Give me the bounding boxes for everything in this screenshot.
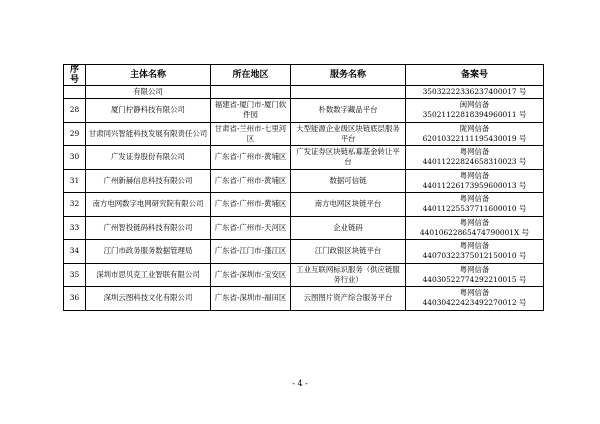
cell-no: [64, 193, 86, 217]
cell-record: [406, 146, 544, 170]
cell-record: [406, 240, 544, 264]
cell-name-text: 甘肃同兴智能科技发展有限责任公司: [88, 128, 208, 138]
cell-name: 有限公司: [86, 86, 211, 99]
cell-name: [86, 122, 211, 146]
table-row-continuation: [64, 86, 544, 99]
cell-no: [64, 216, 86, 240]
cell-no: [64, 263, 86, 287]
cell-service: [291, 287, 406, 311]
cell-service: [291, 122, 406, 146]
cell-name: [86, 216, 211, 240]
cell-location-text: 广东省-广州市-天河区: [214, 222, 287, 232]
cell-no-text: 35: [69, 269, 80, 279]
cell-location: [211, 86, 291, 99]
cell-location: [211, 99, 291, 123]
cell-no: [64, 169, 86, 193]
cell-service-text: 江门政银区块链平台: [314, 246, 382, 256]
record-authority: 粤网信备: [459, 217, 490, 227]
cell-name-text: 广州新赫信息科技有限公司: [103, 175, 193, 185]
cell-location: [211, 287, 291, 311]
cell-no-text: 29: [69, 128, 80, 138]
cell-name-text: 深圳云图科技文化有限公司: [103, 293, 193, 303]
cell-name: [86, 99, 211, 123]
table-row: [64, 287, 544, 311]
cell-location-text: 广东省-深圳市-福田区: [214, 293, 287, 303]
cell-service: [291, 86, 406, 99]
cell-name-text: 南方电网数字电网研究院有限公司: [92, 199, 204, 209]
cell-no: [64, 86, 86, 99]
cell-service-text: 南方电网区块链平台: [314, 199, 382, 209]
cell-location-text: 广东省-广州市-黄埔区: [214, 199, 287, 209]
cell-location: [211, 169, 291, 193]
record-number: 44011222824658310023 号: [422, 157, 527, 167]
cell-no: [64, 99, 86, 123]
cell-service: [291, 240, 406, 264]
cell-service-text: 云图图片资产综合服务平台: [303, 293, 393, 303]
header-no: 序号: [64, 65, 86, 86]
cell-no: [64, 240, 86, 264]
cell-service-text: 朴数数字藏品平台: [318, 105, 378, 115]
cell-no: [64, 146, 86, 170]
cell-service-text: 工业互联网标识服务（供应链服务行业）: [296, 264, 400, 284]
cell-service-text: 广发证券区块链私募基金转让平台: [296, 147, 400, 167]
cell-location: [211, 240, 291, 264]
cell-no-text: 28: [69, 105, 80, 115]
cell-name: [86, 146, 211, 170]
table-row: [64, 169, 544, 193]
table-row: [64, 122, 544, 146]
record-number: 44010622865474790001X 号: [419, 227, 530, 237]
header-service: 服务名称: [291, 65, 406, 86]
cell-location-text: 广东省-江门市-蓬江区: [214, 246, 287, 256]
cell-no-text: 31: [69, 175, 80, 185]
cell-record: [406, 122, 544, 146]
cell-location: [211, 263, 291, 287]
cell-location-text: 甘肃省-兰州市-七里河区: [214, 123, 287, 143]
table-row: [64, 263, 544, 287]
record-authority: 粤网信备: [459, 264, 490, 274]
table-row: [64, 240, 544, 264]
record-authority: 粤网信备: [459, 194, 490, 204]
cell-record: [406, 263, 544, 287]
cell-service: [291, 263, 406, 287]
table-header: [64, 65, 544, 86]
cell-location: [211, 216, 291, 240]
cell-name-text: 厦门柠静科技有限公司: [111, 105, 185, 115]
cell-service-text: 大型能源企业级区块链底层服务平台: [296, 123, 400, 143]
record-number: 62010322111195430019 号: [422, 133, 527, 143]
record-number: 35021122818394960011 号: [422, 110, 527, 120]
cell-service: [291, 146, 406, 170]
cell-service: [291, 169, 406, 193]
filing-table: [63, 64, 544, 311]
cell-service: [291, 99, 406, 123]
cell-name-text: 广州智投链码科技有限公司: [103, 222, 193, 232]
table-row: [64, 146, 544, 170]
record-authority: 陇网信备: [459, 123, 490, 133]
record-number: 44011225537711600010 号: [422, 204, 527, 214]
cell-name-text: 江门市政务服务数据管理局: [103, 246, 193, 256]
cell-record: [406, 193, 544, 217]
cell-name-text: 广发证券股份有限公司: [111, 152, 185, 162]
table-body: [64, 86, 544, 311]
record-authority: 粤网信备: [459, 288, 490, 298]
cell-location-text: 广东省-深圳市-宝安区: [214, 269, 287, 279]
cell-no-text: 33: [69, 222, 80, 232]
cell-service-text: 企业链码: [333, 222, 363, 232]
cell-no-text: 30: [69, 152, 80, 162]
record-number: 44070322375012150010 号: [422, 251, 527, 261]
cell-record: [406, 287, 544, 311]
record-number: 44030522774292210015 号: [422, 274, 527, 284]
header-location: 所在地区: [211, 65, 291, 86]
cell-record: [406, 169, 544, 193]
table-row: [64, 216, 544, 240]
cell-location: [211, 122, 291, 146]
cell-location: [211, 146, 291, 170]
cell-record: [406, 216, 544, 240]
cell-name: [86, 263, 211, 287]
cell-service-text: 数据可信链: [329, 175, 367, 185]
header-record: 备案号: [406, 65, 544, 86]
cell-name: [86, 193, 211, 217]
cell-service: [291, 193, 406, 217]
cell-service: [291, 216, 406, 240]
cell-no-text: 32: [69, 199, 80, 209]
cell-no: [64, 122, 86, 146]
page-number: - 4 -: [292, 379, 308, 388]
cell-name: [86, 169, 211, 193]
cell-record: [406, 99, 544, 123]
cell-location-text: 广东省-广州市-黄埔区: [214, 152, 287, 162]
record-authority: 粤网信备: [459, 241, 490, 251]
table-row: [64, 193, 544, 217]
cell-name: [86, 287, 211, 311]
cell-name: [86, 240, 211, 264]
record-authority: 闽网信备: [459, 100, 490, 110]
cell-location-text: 广东省-广州市-黄埔区: [214, 175, 287, 185]
header-name: 主体名称: [86, 65, 211, 86]
record-authority: 粤网信备: [459, 147, 490, 157]
cell-location: [211, 193, 291, 217]
cell-no-text: 36: [69, 293, 80, 303]
cell-no-text: 34: [69, 246, 80, 256]
cell-name-text: 深圳市思贝克工业智联有限公司: [96, 269, 200, 279]
record-number: 44011226173959600013 号: [422, 180, 527, 190]
cell-location-text: 福建省-厦门市-厦门软件园: [214, 100, 287, 120]
record-authority: 粤网信备: [459, 170, 490, 180]
cell-no: [64, 287, 86, 311]
record-number: 44030422423492270012 号: [422, 298, 527, 308]
cell-record: 35032222336237400017 号: [406, 86, 544, 99]
table-row: [64, 99, 544, 123]
